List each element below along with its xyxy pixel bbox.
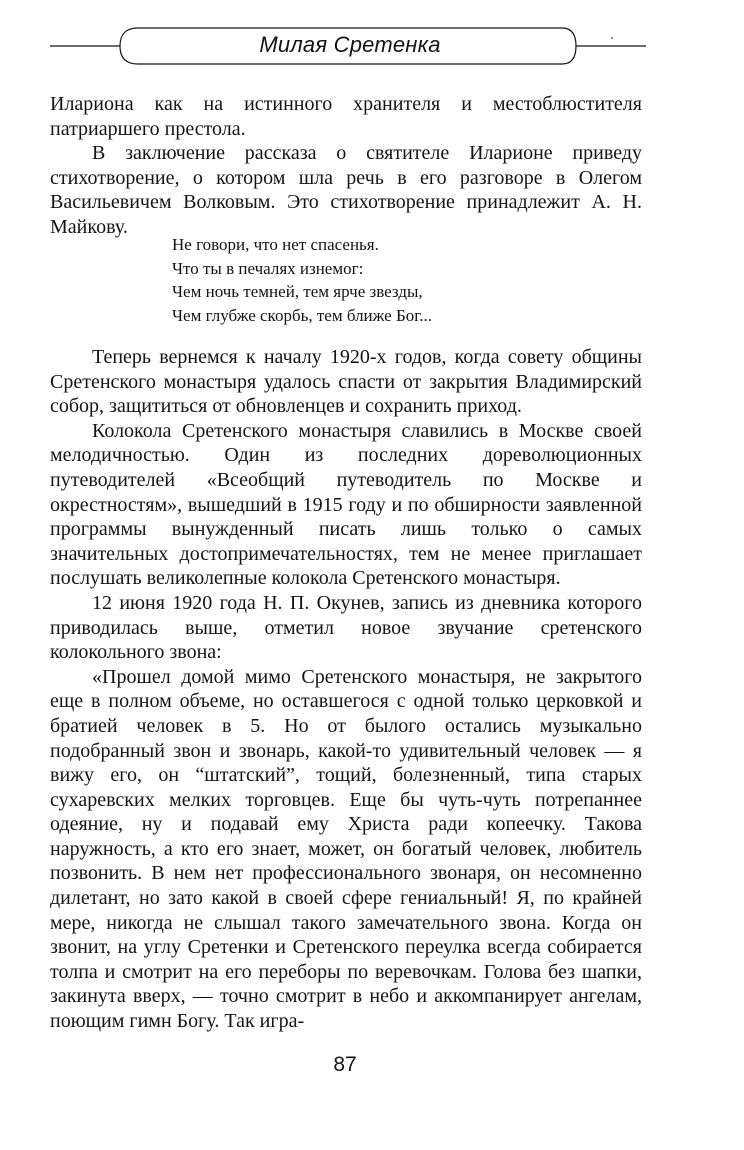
paragraph-okunev: 12 июня 1920 года Н. П. Окунев, запись из дневника которого приводилась выше, отметил новое звучание сретенского колокольного звона: bbox=[50, 591, 642, 664]
page-number: 87 bbox=[333, 1053, 357, 1076]
header-title: Милая Сретенка bbox=[259, 32, 441, 57]
poem-quote bbox=[172, 233, 432, 327]
poem-line: Не говори, что нет спасенья. bbox=[172, 235, 379, 254]
running-header bbox=[50, 26, 690, 66]
text-block-top bbox=[50, 92, 642, 240]
poem-line: Что ты в печалях изнемог: bbox=[172, 258, 364, 278]
poem-line: Чем глубже скорбь, тем ближе Бог... bbox=[172, 305, 433, 325]
poem-line: Чем ночь темней, тем ярче звезды, bbox=[172, 282, 423, 301]
paragraph-bells: Колокола Сретенского монастыря славились в Москве своей мелодичностью. Один из последних дореволюционных путеводителей «Всеобщий путеводитель по Москве и окрестностям», вышедший в 1915 году и по обширности заявленной программы вынужденный писать лишь только о самых значительных достопримечательностях, тем не менее приглашает послушать великолепные колокола Сретенского монастыря. bbox=[50, 419, 642, 590]
text-block-bottom bbox=[50, 345, 642, 1034]
paragraph-poem-intro: В заключение рассказа о святителе Иларионе приведу стихотворение, о котором шла речь в его разговоре в Олегом Васильевичем Волковым. Это стихотворение принадлежит А. Н. Майкову. bbox=[50, 142, 642, 238]
paragraph-diary-quote: «Прошел домой мимо Сретенского монастыря, не закрытого еще в полном объеме, но оставшегося с одной только церковкой и братией человек в 5. Но от былого остались музыкально подобранный звон и звонарь, какой-то удивительный человек — я вижу его, он “штатский”, тощий, болезненный, типа старых сухаревских мелких торговцев. Еще бы чуть-чуть потрепаннее одеяние, ну и подавай ему Христа ради копеечку. Такова наружность, а кто его знает, может, он богатый человек, любитель позвонить. В нем нет профессионального звонаря, он несомненно дилетант, но зато какой в своей сфере гениальный! Я, по крайней мере, никогда не слышал такого замечательного звона. Когда он звонит, на углу Сретенки и Сретенского переулка всегда собирается толпа и смотрит на его переборы по веревочкам. Голова без шапки, закинута вверх, — точно смотрит в небо и аккомпанирует ангелам, поющим гимн Богу. Так игра- bbox=[50, 665, 642, 1033]
paragraph-continuation: Илариона как на истинного хранителя и местоблюстителя патриаршего престола. bbox=[50, 93, 642, 140]
paragraph-1920s: Теперь вернемся к началу 1920-х годов, когда совету общины Сретенского монастыря удалось спасти от закрытия Владимирский собор, защититься от обновленцев и сохранить приход. bbox=[50, 346, 642, 418]
